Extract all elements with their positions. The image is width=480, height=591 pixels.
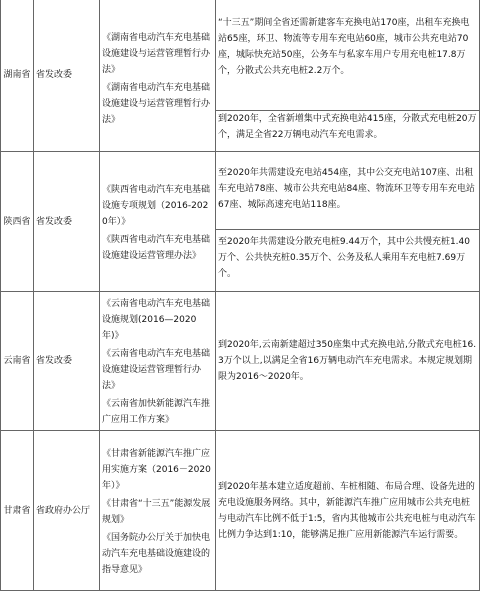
documents-cell: [100, 431, 216, 591]
document-title: 《云南省加快新能源汽车推广应用工作方案》: [102, 399, 211, 425]
document-title: 《云南省电动汽车充电基础设施规划(2016—2020年)》: [102, 299, 211, 341]
province-cell: 湖南省: [1, 0, 34, 152]
document-title: 《国务院办公厅关于加快电动汽车充电基础设施建设的指导意见》: [102, 532, 211, 575]
description-text: “十三五”期间全省还需新建客车充换电站170座，出租车充换电站65座，环卫、物流等专用车充电站60座，城市公共充电站70座，城际快充站50座，公务车与私家车用户专用充电桩17.8万个，分散式公共充电桩2.2万个。: [218, 18, 470, 76]
description-cell: [216, 152, 480, 292]
document-title: 《甘肃省新能源汽车推广应用实施方案（2016－2020年）》: [102, 448, 211, 491]
document-title: 《湖南省电动汽车充电基础设施建设与运营管理暂行办法》: [102, 83, 211, 125]
province-cell: 甘肃省: [1, 431, 34, 591]
province-cell: 云南省: [1, 292, 34, 431]
description-cell: [216, 0, 480, 152]
description-text: 至2020年共需建设分散充电桩9.44万个，其中公共慢充桩1.40万个、公共快充桩0.35万个、公务及私人乘用车充电桩7.69万个。: [216, 229, 479, 282]
description-text: 到2020年,云南新建超过350座集中式充换电站,分散式充电桩16.3万个以上,以满足全省16万辆电动汽车充电需求。本规定规划期限为2016～2020年。: [218, 340, 477, 382]
department-cell: 省发改委: [34, 0, 100, 152]
department-cell: 省发改委: [34, 152, 100, 292]
description-cell: [216, 292, 480, 431]
document-title: 《云南省电动汽车充电基础设施建设运营管理暂行办法》: [102, 349, 211, 391]
table-row: [1, 152, 480, 292]
table-row: [1, 292, 480, 431]
documents-cell: [100, 152, 216, 292]
table-row: [1, 0, 480, 152]
documents-cell: [100, 0, 216, 152]
description-text: 到2020年，全省新增集中式充换电站415座，分散式充电桩20万个，满足全省22万辆电动汽车充电需求。: [216, 110, 479, 143]
description-text: 到2020年基本建立适度超前、车桩相随、布局合理、设备先进的充电设施服务网络。其中，新能源汽车推广应用城市公共充电桩与电动汽车比例不低于1:5，省内其他城市公共充电桩与电动汽车比例力争达到1:10，能够满足推广应用新能源汽车运行需要。: [218, 481, 476, 540]
province-cell: 陕西省: [1, 152, 34, 292]
documents-cell: [100, 292, 216, 431]
description-text: 至2020年共需建设充电站454座，其中公交充电站107座、出租车充电站78座、城市公共充电站84座、物流环卫等专用车充电站67座、城际高速充电站118座。: [218, 168, 475, 210]
document-title: 《陕西省电动汽车充电基础设施专项规划（2016-2020年）》: [102, 184, 211, 227]
department-cell: 省政府办公厅: [34, 431, 100, 591]
department-cell: 省发改委: [34, 292, 100, 431]
description-cell: [216, 431, 480, 591]
document-title: 《甘肃省“十三五”能源发展规划》: [102, 498, 211, 525]
document-title: 《陕西省电动汽车充电基础设施建设运营管理办法》: [102, 234, 211, 261]
document-title: 《湖南省电动汽车充电基础设施建设与运营管理暂行办法》: [102, 33, 211, 75]
table-row: [1, 431, 480, 591]
